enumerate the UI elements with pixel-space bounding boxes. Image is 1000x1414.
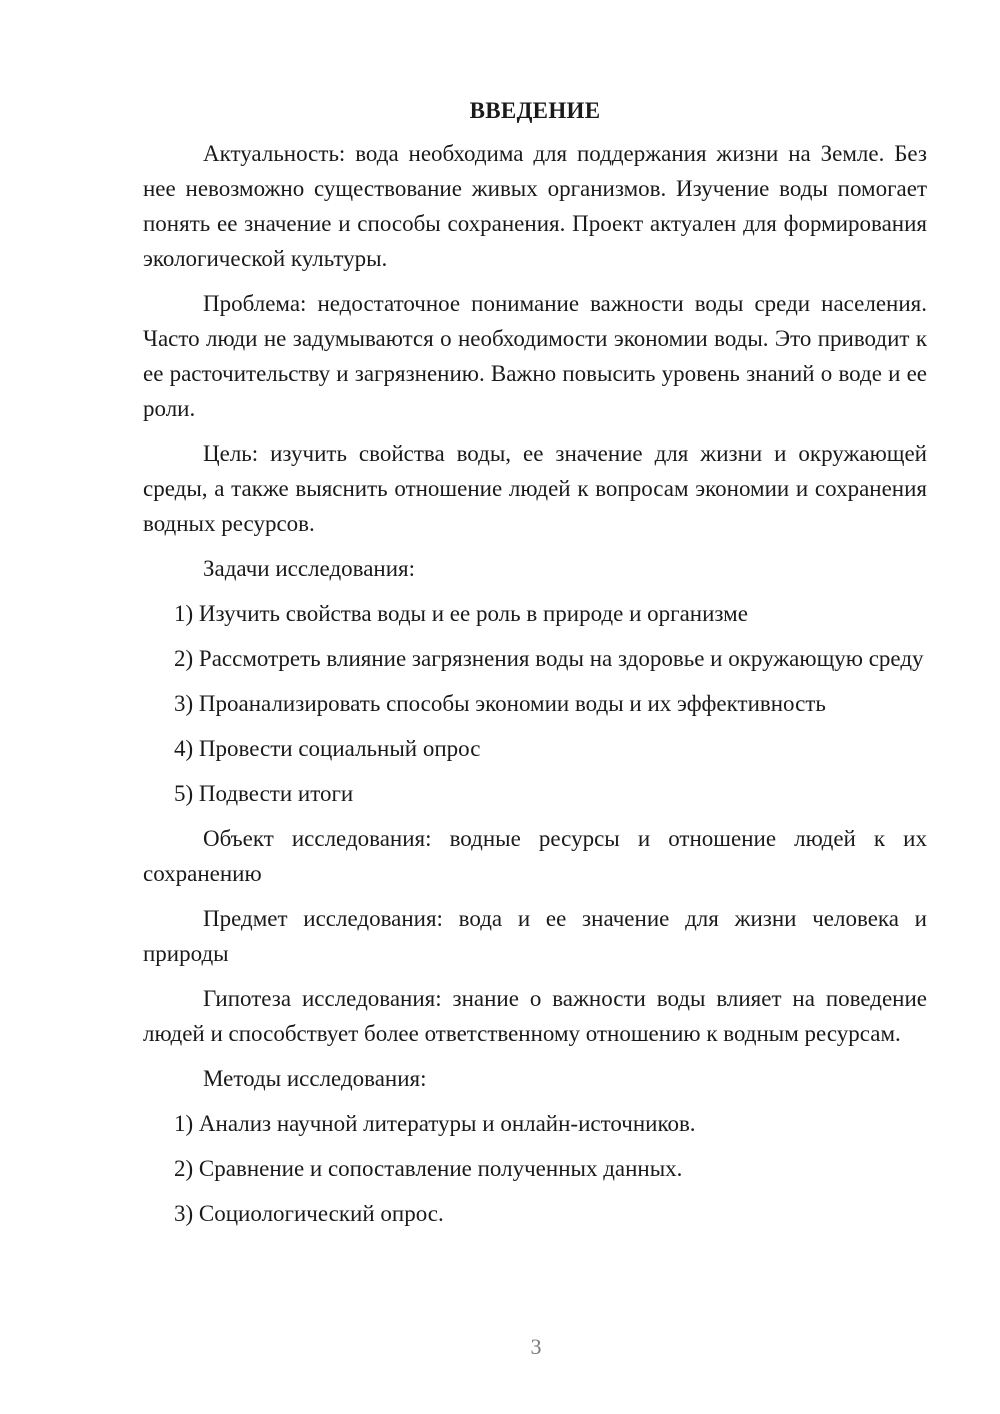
task-item: 1) Изучить свойства воды и ее роль в природе и организме [174, 601, 748, 626]
method-item: 2) Сравнение и сопоставление полученных данных. [174, 1156, 683, 1181]
problem-paragraph: Проблема: недостаточное понимание важности воды среди населения. Часто люди не задумываются о необходимости экономии воды. Это приводит к ее расточительству и загрязнению. Важно повысить уровень знаний о воде и ее роли. [143, 291, 927, 421]
task-item: 5) Подвести итоги [174, 781, 354, 806]
method-item: 3) Социологический опрос. [174, 1201, 444, 1226]
subject-paragraph: Предмет исследования: вода и ее значение для жизни человека и природы [143, 906, 927, 966]
goal-paragraph: Цель: изучить свойства воды, ее значение для жизни и окружающей среды, а также выяснить отношение людей к вопросам экономии и сохранения водных ресурсов. [143, 441, 927, 536]
page-number: 3 [530, 1334, 542, 1359]
actuality-paragraph: Актуальность: вода необходима для поддержания жизни на Земле. Без нее невозможно существование живых организмов. Изучение воды помогает понять ее значение и способы сохранения. Проект актуален для формирования экологической культуры. [143, 141, 927, 271]
tasks-list [143, 596, 927, 811]
object-paragraph: Объект исследования: водные ресурсы и отношение людей к их сохранению [143, 826, 927, 886]
methods-heading: Методы исследования: [203, 1066, 427, 1091]
methods-list [143, 1106, 927, 1231]
section-title: ВВЕДЕНИЕ [469, 98, 601, 123]
task-item: 3) Проанализировать способы экономии воды и их эффективность [174, 691, 826, 716]
task-item: 4) Провести социальный опрос [174, 736, 481, 761]
page-content [143, 96, 927, 1241]
task-item: 2) Рассмотреть влияние загрязнения воды на здоровье и окружающую среду [174, 646, 924, 671]
tasks-heading: Задачи исследования: [203, 556, 416, 581]
method-item: 1) Анализ научной литературы и онлайн-источников. [174, 1111, 696, 1136]
hypothesis-paragraph: Гипотеза исследования: знание о важности воды влияет на поведение людей и способствует более ответственному отношению к водным ресурсам. [143, 986, 927, 1046]
